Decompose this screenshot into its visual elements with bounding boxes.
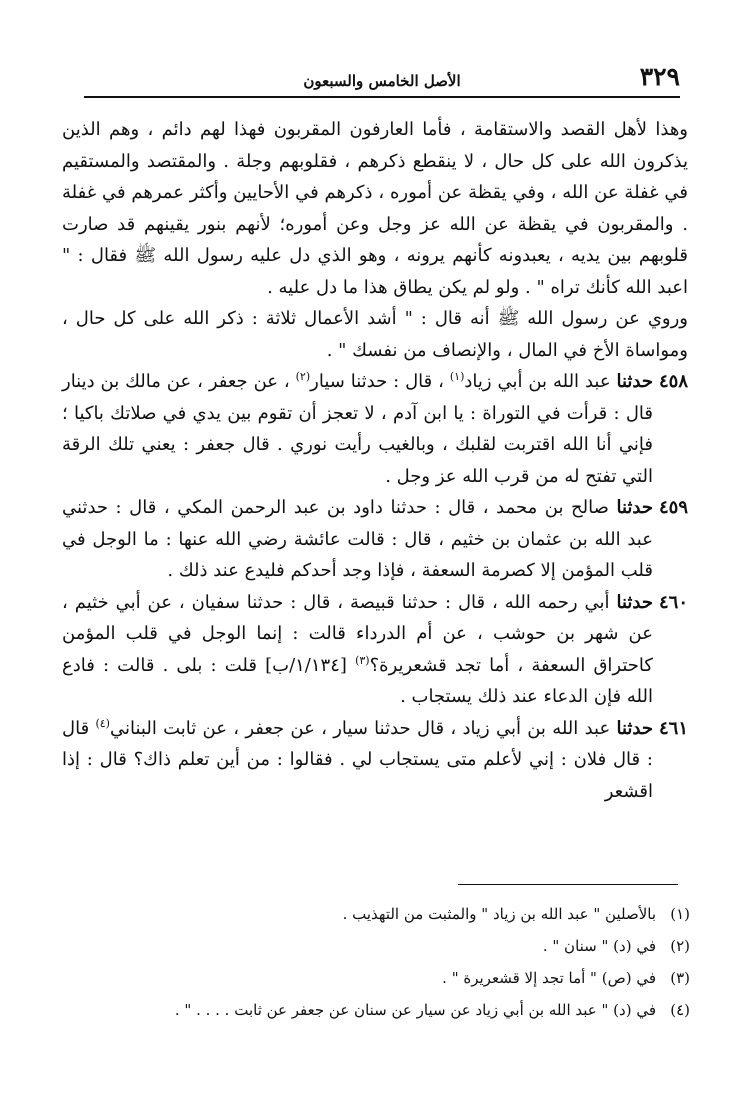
footnote-ref-3[interactable]: (٣) xyxy=(355,653,370,667)
narration-text-part: ، قال : حدثنا سيار xyxy=(310,371,444,392)
footnote-ref-2[interactable]: (٢) xyxy=(295,370,311,383)
narration-text-part: [١/١٣٤/ب] قلت : بلى . قالت : فادع الله فإن الدعاء عند ذلك يستجاب . xyxy=(62,654,653,707)
isnad-word: حدثنا xyxy=(616,497,653,518)
narration-458 xyxy=(62,366,688,492)
narration-text-part: أبي رحمه الله ، قال : حدثنا قبيصة ، قال : حدثنا سفيان ، عن أبي خثيم ، عن شهر بن حوشب ، عن أم الدرداء قالت : إنما الوجل في قلب المؤمن كاحتراق السعفة ، أما تجد قشعريرة؟ xyxy=(62,591,653,676)
narration-text-part: عبد الله بن أبي زياد ، قال حدثنا سيار ، عن جعفر ، عن ثابت البناني xyxy=(109,717,611,739)
footnote-number: (٢) xyxy=(670,937,690,955)
footnote-ref-4[interactable]: (٤) xyxy=(95,716,110,730)
narration-text-part: عبد الله بن أبي زياد xyxy=(464,371,611,392)
narration-number: ٤٦٠ xyxy=(658,591,688,613)
narration-text xyxy=(62,587,653,713)
narration-number: ٤٥٩ xyxy=(658,497,688,518)
paragraph-2: وروي عن رسول الله ﷺ أنه قال : " أشد الأعمال ثلاثة : ذكر الله على كل حال ، ومواساة الأخ في المال ، والإنصاف من نفسك " . xyxy=(62,308,688,361)
narration-459 xyxy=(62,492,688,587)
footnote-number: (٣) xyxy=(670,969,690,987)
isnad-word: حدثنا xyxy=(616,591,653,613)
isnad-word: حدثنا xyxy=(616,371,653,392)
footnote-text: بالأصلين " عبد الله بن زياد " والمثبت من التهذيب . xyxy=(342,905,656,923)
footnote-number: (١) xyxy=(670,905,690,923)
isnad-word: حدثنا xyxy=(616,717,653,739)
footnote-separator xyxy=(458,884,678,885)
running-title: الأصل الخامس والسبعون xyxy=(303,72,461,90)
narration-460 xyxy=(62,587,688,713)
footnote-number: (٤) xyxy=(670,1001,690,1019)
narration-text xyxy=(62,492,653,587)
narration-text-part: ، عن جعفر ، عن مالك بن دينار قال : قرأت في التوراة : يا ابن آدم ، لا تعجز أن تقوم بين يدي في صلاتك باكيا ؛ فإني أنا الله اقتربت لقلبك ، وبالغيب رأيت نوري . قال جعفر : يعني تلك الرقة التي تفتح له من قرب الله عز وجل . xyxy=(62,371,653,487)
footnote-2 xyxy=(100,930,690,962)
narration-text xyxy=(62,713,653,808)
page-number: ٣٢٩ xyxy=(639,62,680,91)
narration-461 xyxy=(62,713,688,808)
main-text xyxy=(62,114,688,807)
narration-number: ٤٥٨ xyxy=(658,371,688,392)
footnotes xyxy=(100,898,690,1026)
footnote-ref-1[interactable]: (١) xyxy=(449,370,465,383)
footnote-text: في (د) " سنان " . xyxy=(542,937,656,955)
footnote-4 xyxy=(100,994,690,1026)
footnote-3 xyxy=(100,962,690,994)
narration-text xyxy=(62,366,653,492)
header-rule xyxy=(84,96,680,98)
narration-text-part: قال : قال فلان : إني لأعلم متى يستجاب لي . فقالوا : من أين تعلم ذاك؟ قال : إذا اقشعر xyxy=(62,717,653,802)
narration-number: ٤٦١ xyxy=(658,717,688,739)
paragraph-1: وهذا لأهل القصد والاستقامة ، فأما العارفون المقربون فهذا لهم دائم ، وهم الذين يذكرون الله على كل حال ، لا ينقطع ذكرهم ، فقلوبهم وجلة . والمقتصد والمستقيم في غفلة عن الله ، وفي يقظة عن أموره ، ذكرهم في الأحايين وأكثر عمرهم في غفلة . والمقربون في يقظة عن الله عز وجل وعن أموره؛ لأنهم بنور يقينهم قد صارت قلوبهم بين يديه ، يعبدونه كأنهم يرونه ، وهو الذي دل عليه رسول الله ﷺ فقال : " اعبد الله كأنك تراه " . ولو لم يكن يطاق هذا ما دل عليه . xyxy=(62,119,688,298)
footnote-text: في (د) " عبد الله بن أبي زياد عن سيار عن سنان عن جعفر عن ثابت . . . . " . xyxy=(174,1001,656,1019)
footnote-1 xyxy=(100,898,690,930)
footnote-text: في (ص) " أما تجد إلا قشعريرة " . xyxy=(442,969,656,987)
narration-text-part: صالح بن محمد ، قال : حدثنا داود بن عبد الرحمن المكي ، قال : حدثني عبد الله بن عثمان بن خثيم ، قال : قالت عائشة رضي الله عنها : ما الوجل في قلب المؤمن إلا كصرمة السعفة ، فإذا وجد أحدكم فليدع عند ذلك . xyxy=(62,497,653,581)
page-header xyxy=(84,60,680,100)
